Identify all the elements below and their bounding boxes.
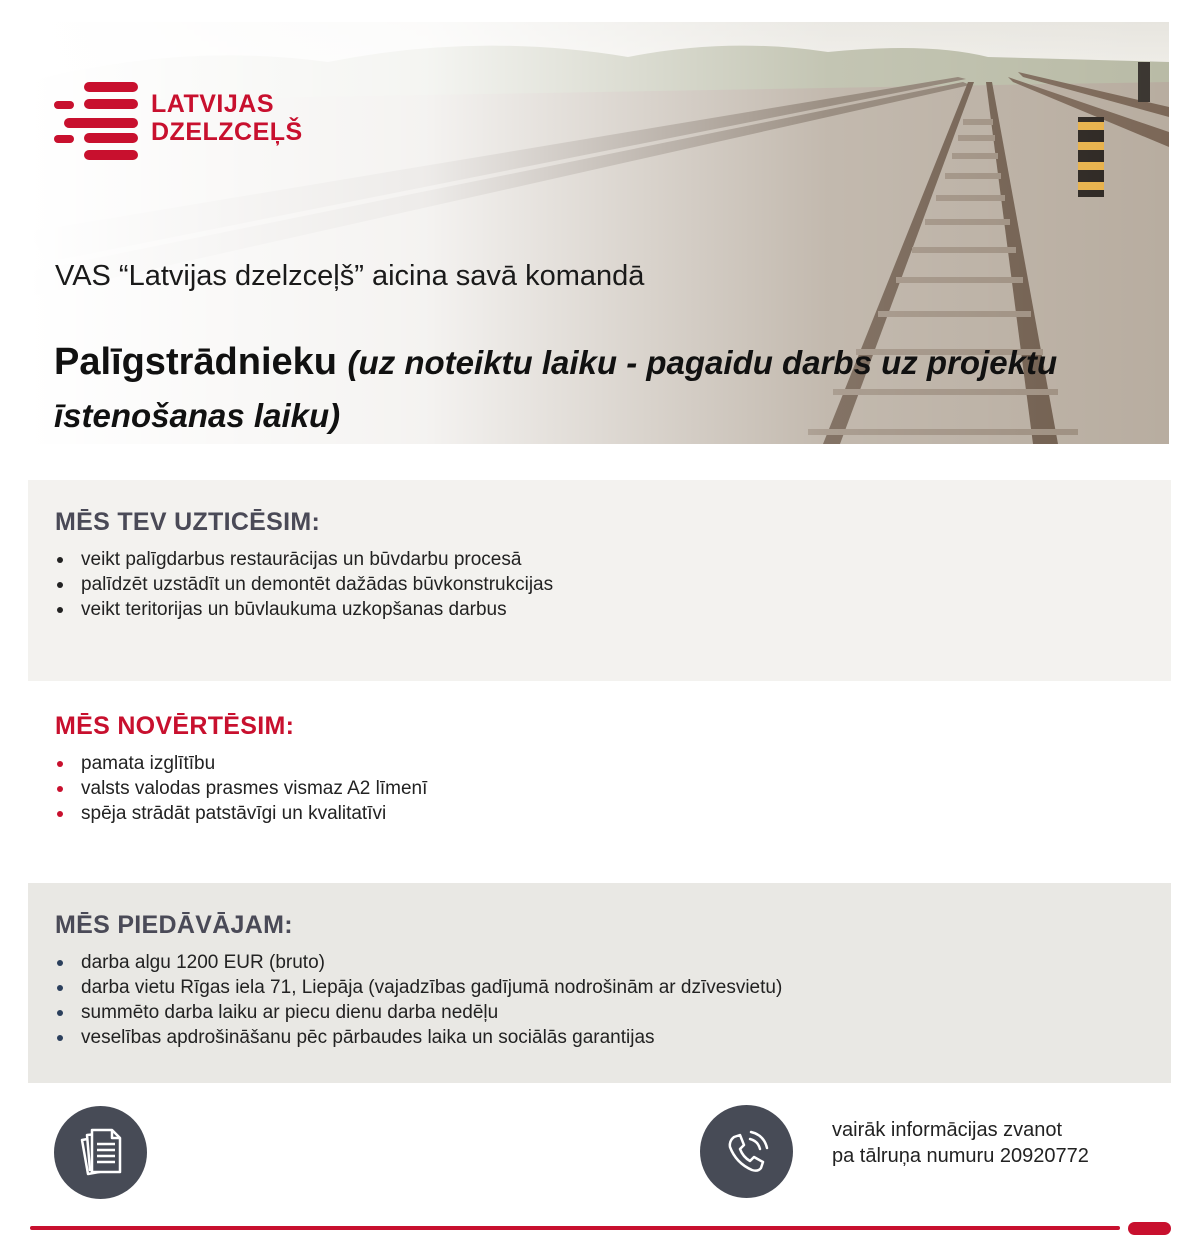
list-item-text: valsts valodas prasmes vismaz A2 līmenī — [81, 778, 428, 799]
list-item — [55, 975, 782, 1000]
section-responsibilities — [28, 480, 1171, 681]
list-item — [55, 751, 427, 776]
list-item-text: palīdzēt uzstādīt un demontēt dažādas būvkonstrukcijas — [81, 574, 554, 595]
job-title-note: (uz noteiktu laiku - pagaidu darbs uz projektu īstenošanas laiku) — [54, 344, 1058, 434]
requirements-list — [55, 751, 427, 826]
job-title-main: Palīgstrādnieku — [54, 341, 337, 383]
bullet-icon — [57, 1035, 63, 1041]
section-requirements — [28, 684, 1171, 880]
bullet-icon — [57, 985, 63, 991]
intro-text: VAS “Latvijas dzelzceļš” aicina savā komandā — [55, 260, 645, 292]
contact-info — [832, 1117, 1089, 1169]
list-item-text: veikt teritorijas un būvlaukuma uzkopšanas darbus — [81, 599, 507, 620]
logo-line-1: LATVIJAS — [151, 90, 274, 118]
list-item — [55, 950, 782, 975]
contact-line-1: vairāk informācijas zvanot — [832, 1119, 1063, 1141]
logo-line-2: DZELZCEĻŠ — [151, 118, 303, 146]
list-item-text: veselības apdrošināšanu pēc pārbaudes laika un sociālās garantijas — [81, 1027, 655, 1048]
list-item-text: spēja strādāt patstāvīgi un kvalitatīvi — [81, 803, 387, 824]
company-logo — [54, 82, 314, 162]
section-offer — [28, 883, 1171, 1083]
phone-icon — [700, 1105, 793, 1198]
list-item — [55, 776, 427, 801]
list-item — [55, 801, 427, 826]
bullet-icon — [57, 557, 63, 563]
list-item — [55, 597, 553, 622]
list-item-text: veikt palīgdarbus restaurācijas un būvdarbu procesā — [81, 549, 522, 570]
list-item-text: summēto darba laiku ar piecu dienu darba nedēļu — [81, 1002, 499, 1023]
offer-list — [55, 950, 782, 1050]
bullet-icon — [57, 761, 63, 767]
responsibilities-list — [55, 547, 553, 622]
list-item — [55, 572, 553, 597]
list-item — [55, 1000, 782, 1025]
bullet-icon — [57, 1010, 63, 1016]
logo-wordmark — [151, 90, 303, 146]
section-heading: MĒS NOVĒRTĒSIM: — [55, 712, 295, 740]
section-heading: MĒS PIEDĀVĀJAM: — [55, 911, 293, 939]
job-title — [54, 336, 1084, 442]
list-item — [55, 1025, 782, 1050]
bullet-icon — [57, 582, 63, 588]
list-item-text: darba vietu Rīgas iela 71, Liepāja (vajadzības gadījumā nodrošinām ar dzīvesvietu) — [81, 977, 783, 998]
documents-icon — [54, 1106, 147, 1199]
bullet-icon — [57, 960, 63, 966]
logo-mark-icon — [54, 82, 140, 160]
bullet-icon — [57, 607, 63, 613]
list-item-text: pamata izglītību — [81, 753, 216, 774]
list-item — [55, 547, 553, 572]
contact-line-2: pa tālruņa numuru 20920772 — [832, 1145, 1089, 1167]
list-item-text: darba algu 1200 EUR (bruto) — [81, 952, 325, 973]
footer-accent — [1128, 1222, 1171, 1235]
footer-divider — [30, 1226, 1120, 1230]
bullet-icon — [57, 811, 63, 817]
bullet-icon — [57, 786, 63, 792]
section-heading: MĒS TEV UZTICĒSIM: — [55, 508, 321, 536]
